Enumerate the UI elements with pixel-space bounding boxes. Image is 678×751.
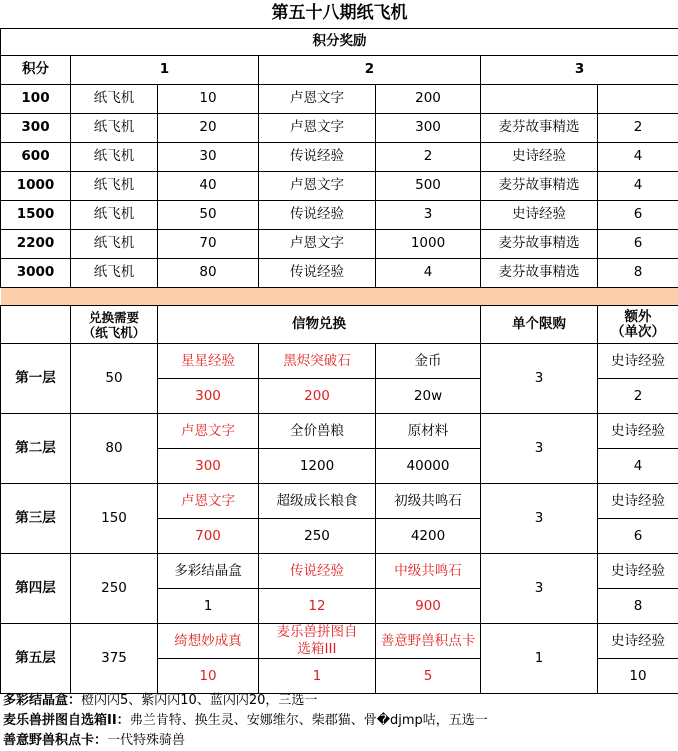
- extra-header-line1: 额外: [598, 310, 678, 325]
- cost-header-line1: 兑换需要: [71, 310, 157, 325]
- tier-row-items: [1, 554, 678, 589]
- exchange-item-name: 金币: [376, 344, 481, 379]
- tier-header-blank: [1, 306, 71, 344]
- reward-item-1: 纸飞机: [71, 84, 158, 113]
- reward-item-3: 麦芬故事精选: [481, 113, 598, 142]
- section-divider: [1, 287, 678, 305]
- tier-name: 第三层: [1, 484, 71, 554]
- reward-row: [1, 113, 678, 142]
- reward-row: [1, 171, 678, 200]
- exchange-item-name: 原材料: [376, 414, 481, 449]
- tier-limit: 3: [481, 414, 598, 484]
- tier-limit: 3: [481, 344, 598, 414]
- reward-qty-2: 3: [376, 200, 481, 229]
- tier-row-items: [1, 414, 678, 449]
- exchange-item-qty: 300: [158, 449, 259, 484]
- points-cell: 600: [1, 142, 71, 171]
- note-puzzle-box: [3, 711, 675, 731]
- extra-qty: 2: [598, 379, 678, 414]
- rewards-table: [0, 0, 678, 306]
- reward-item-2: 卢恩文字: [259, 84, 376, 113]
- reward-qty-2: 1000: [376, 229, 481, 258]
- tier-limit: 3: [481, 554, 598, 624]
- exchange-item-qty: 1200: [259, 449, 376, 484]
- page-title: 第五十八期纸飞机: [1, 0, 678, 28]
- exchange-item-name: 星星经验: [158, 344, 259, 379]
- note-text: 弗兰肯特、换生灵、安娜维尔、柴郡猫、骨�djmp咕，五选一: [130, 713, 488, 728]
- exchange-item-name: 黑烬突破石: [259, 344, 376, 379]
- note-key: 善意野兽积点卡：: [3, 733, 107, 748]
- reward-qty-3: 8: [598, 258, 678, 287]
- cost-header-line2: （纸飞机）: [71, 325, 157, 340]
- reward-item-2: 卢恩文字: [259, 171, 376, 200]
- extra-header-line2: （单次）: [598, 325, 678, 340]
- tier-name: 第五层: [1, 624, 71, 694]
- reward-qty-2: 4: [376, 258, 481, 287]
- reward-item-2: 传说经验: [259, 142, 376, 171]
- tier-row-items: [1, 344, 678, 379]
- exchange-item-qty: 20w: [376, 379, 481, 414]
- reward-qty-1: 40: [158, 171, 259, 200]
- cost-header: [71, 306, 158, 344]
- tier-limit: 1: [481, 624, 598, 694]
- reward-row: [1, 229, 678, 258]
- reward-item-3: 麦芬故事精选: [481, 171, 598, 200]
- reward-qty-2: 2: [376, 142, 481, 171]
- tier-name: 第一层: [1, 344, 71, 414]
- reward-qty-2: 200: [376, 84, 481, 113]
- reward-item-3: 麦芬故事精选: [481, 258, 598, 287]
- reward-item-1: 纸飞机: [71, 229, 158, 258]
- reward-qty-3: 4: [598, 142, 678, 171]
- reward-item-3: 史诗经验: [481, 200, 598, 229]
- exchange-item-qty: 700: [158, 519, 259, 554]
- exchange-item-qty: 1: [158, 589, 259, 624]
- reward-item-2: 卢恩文字: [259, 229, 376, 258]
- note-text: 橙闪闪5、紫闪闪10、蓝闪闪20，三选一: [81, 693, 317, 708]
- exchange-item-qty: 250: [259, 519, 376, 554]
- extra-item: 史诗经验: [598, 624, 678, 659]
- reward-item-3: 史诗经验: [481, 142, 598, 171]
- reward-item-2: 卢恩文字: [259, 113, 376, 142]
- reward-item-1: 纸飞机: [71, 142, 158, 171]
- exchange-item-qty: 900: [376, 589, 481, 624]
- extra-header: [598, 306, 678, 344]
- extra-qty: 10: [598, 659, 678, 694]
- reward-row: [1, 84, 678, 113]
- reward-qty-1: 70: [158, 229, 259, 258]
- exchange-item-name: 绮想妙成真: [158, 624, 259, 659]
- reward-col-3-header: 3: [481, 55, 678, 84]
- exchange-item-qty: 200: [259, 379, 376, 414]
- tier-row-items: [1, 624, 678, 659]
- reward-qty-1: 30: [158, 142, 259, 171]
- tier-name: 第四层: [1, 554, 71, 624]
- exchange-item-qty: 40000: [376, 449, 481, 484]
- exchange-item-name: 全价兽粮: [259, 414, 376, 449]
- reward-qty-1: 50: [158, 200, 259, 229]
- points-cell: 3000: [1, 258, 71, 287]
- reward-col-2-header: 2: [259, 55, 481, 84]
- reward-item-3: [481, 84, 598, 113]
- reward-qty-1: 10: [158, 84, 259, 113]
- exchange-item-qty: 1: [259, 659, 376, 694]
- limit-header: 单个限购: [481, 306, 598, 344]
- reward-qty-2: 300: [376, 113, 481, 142]
- exchange-item-name: 麦乐兽拼图自选箱III: [259, 624, 376, 659]
- tier-cost: 50: [71, 344, 158, 414]
- exchange-item-name: 卢恩文字: [158, 484, 259, 519]
- exchange-item-name: 中级共鸣石: [376, 554, 481, 589]
- note-text: 一代特殊骑兽: [107, 733, 185, 748]
- points-cell: 2200: [1, 229, 71, 258]
- exchange-item-name: 多彩结晶盒: [158, 554, 259, 589]
- tier-limit: 3: [481, 484, 598, 554]
- reward-row: [1, 142, 678, 171]
- tier-cost: 80: [71, 414, 158, 484]
- extra-qty: 6: [598, 519, 678, 554]
- points-cell: 300: [1, 113, 71, 142]
- tier-row-items: [1, 484, 678, 519]
- reward-item-1: 纸飞机: [71, 113, 158, 142]
- exchange-item-qty: 10: [158, 659, 259, 694]
- exchange-item-name: 善意野兽积点卡: [376, 624, 481, 659]
- reward-qty-3: 6: [598, 229, 678, 258]
- points-cell: 1500: [1, 200, 71, 229]
- tier-cost: 375: [71, 624, 158, 694]
- points-cell: 1000: [1, 171, 71, 200]
- reward-item-2: 传说经验: [259, 258, 376, 287]
- exchange-item-qty: 300: [158, 379, 259, 414]
- extra-qty: 4: [598, 449, 678, 484]
- reward-row: [1, 258, 678, 287]
- reward-item-1: 纸飞机: [71, 200, 158, 229]
- exchange-item-qty: 5: [376, 659, 481, 694]
- exchange-item-qty: 4200: [376, 519, 481, 554]
- exchange-item-name: 超级成长粮食: [259, 484, 376, 519]
- reward-item-3: 麦芬故事精选: [481, 229, 598, 258]
- extra-item: 史诗经验: [598, 414, 678, 449]
- points-cell: 100: [1, 84, 71, 113]
- tier-cost: 150: [71, 484, 158, 554]
- rewards-section-title: 积分奖励: [1, 28, 678, 55]
- reward-col-1-header: 1: [71, 55, 259, 84]
- reward-qty-3: 6: [598, 200, 678, 229]
- notes: [3, 691, 675, 751]
- extra-item: 史诗经验: [598, 344, 678, 379]
- reward-qty-3: [598, 84, 678, 113]
- points-header: 积分: [1, 55, 71, 84]
- exchange-table: [0, 305, 678, 694]
- tier-cost: 250: [71, 554, 158, 624]
- extra-qty: 8: [598, 589, 678, 624]
- reward-qty-1: 80: [158, 258, 259, 287]
- reward-item-1: 纸飞机: [71, 258, 158, 287]
- tier-name: 第二层: [1, 414, 71, 484]
- note-key: 麦乐兽拼图自选箱II：: [3, 713, 130, 728]
- note-point-card: [3, 731, 675, 751]
- reward-qty-3: 2: [598, 113, 678, 142]
- exchange-item-name: 传说经验: [259, 554, 376, 589]
- extra-item: 史诗经验: [598, 554, 678, 589]
- extra-item: 史诗经验: [598, 484, 678, 519]
- note-crystal-box: [3, 691, 675, 711]
- reward-qty-1: 20: [158, 113, 259, 142]
- exchange-item-qty: 12: [259, 589, 376, 624]
- reward-item-1: 纸飞机: [71, 171, 158, 200]
- reward-qty-2: 500: [376, 171, 481, 200]
- reward-row: [1, 200, 678, 229]
- items-header: 信物兑换: [158, 306, 481, 344]
- exchange-item-name: 卢恩文字: [158, 414, 259, 449]
- reward-qty-3: 4: [598, 171, 678, 200]
- note-key: 多彩结晶盒：: [3, 693, 81, 708]
- exchange-item-name: 初级共鸣石: [376, 484, 481, 519]
- reward-item-2: 传说经验: [259, 200, 376, 229]
